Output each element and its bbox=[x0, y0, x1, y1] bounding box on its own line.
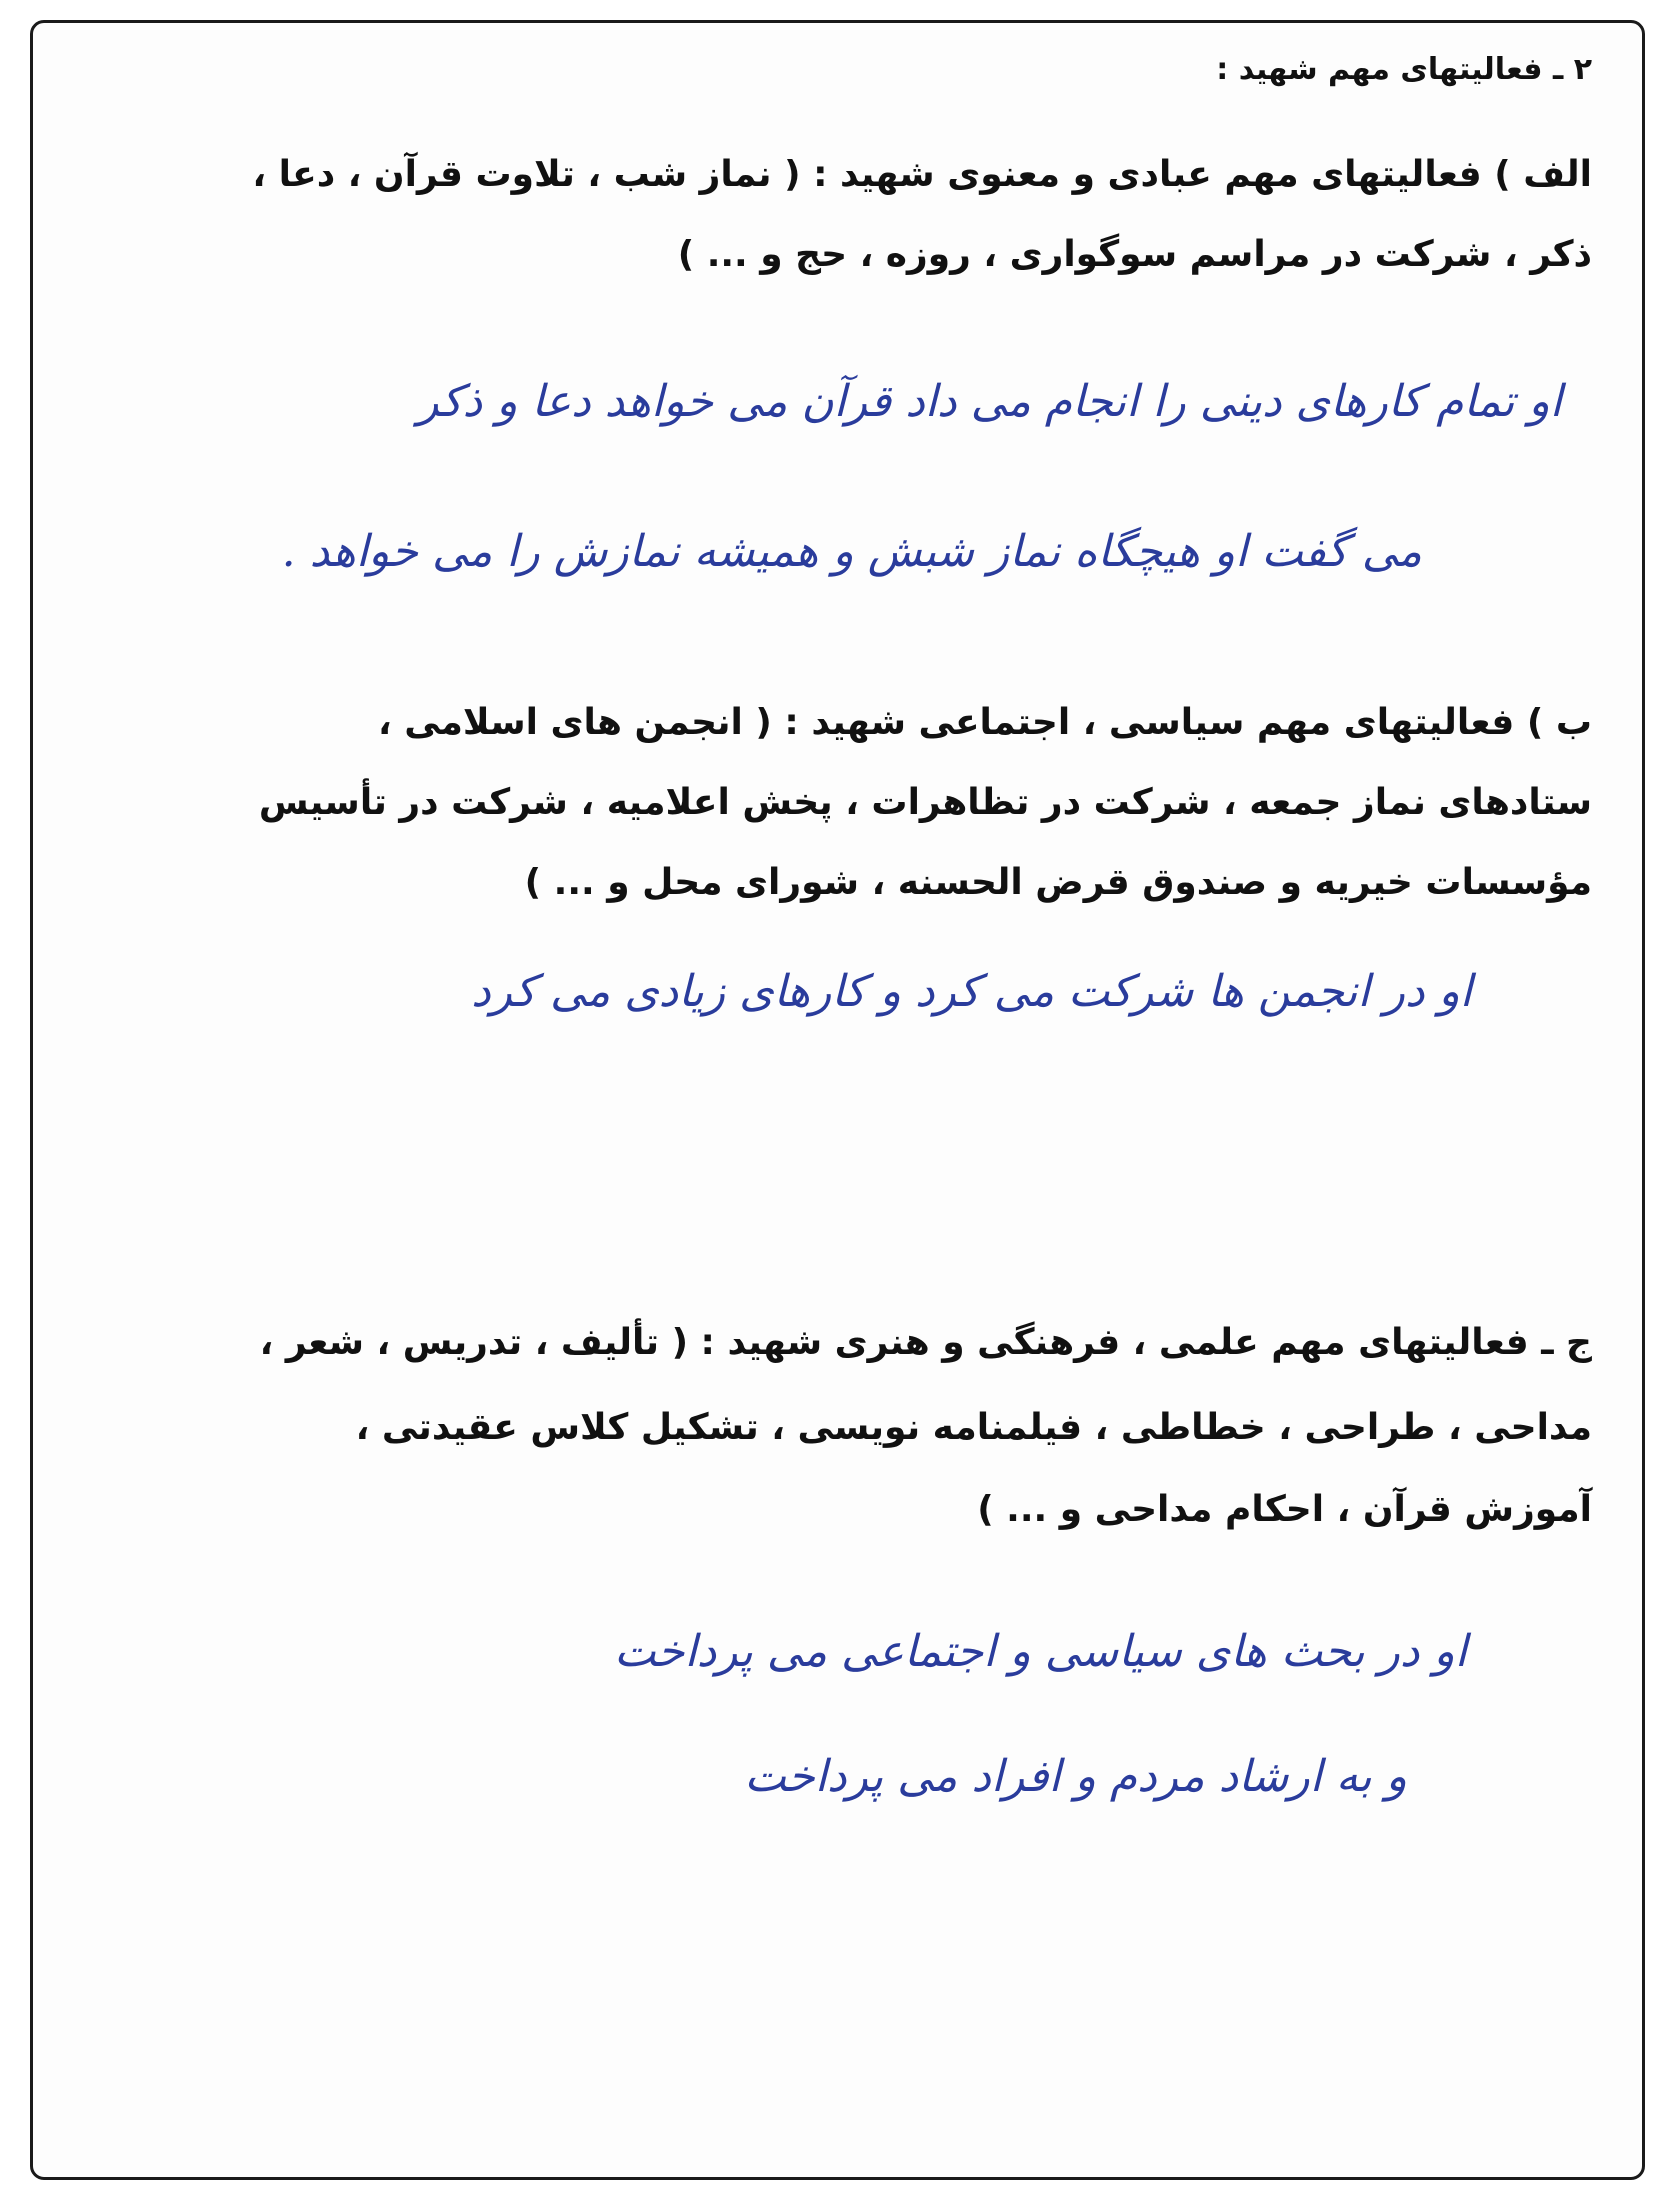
section-heading: ۲ ـ فعالیتهای مهم شهید : bbox=[1216, 52, 1592, 87]
section-a-handwritten-2: می گفت او هیچگاه نماز شبش و همیشه نمازش را می خواهد . bbox=[281, 526, 1422, 577]
section-c-handwritten-2: و به ارشاد مردم و افراد می پرداخت bbox=[744, 1751, 1407, 1802]
section-b-handwritten-1: او در انجمن ها شرکت می کرد و کارهای زیادی می کرد bbox=[471, 966, 1472, 1017]
section-a-line-2: ذکر ، شرکت در مراسم سوگواری ، روزه ، حج و ... ) bbox=[677, 234, 1592, 275]
section-c-line-3: آموزش قرآن ، احکام مداحی و ... ) bbox=[977, 1489, 1592, 1530]
document-page bbox=[30, 20, 1645, 2180]
section-c-handwritten-1: او در بحث های سیاسی و اجتماعی می پرداخت bbox=[614, 1626, 1467, 1677]
section-c-line-2: مداحی ، طراحی ، خطاطی ، فیلمنامه نویسی ، تشکیل کلاس عقیدتی ، bbox=[355, 1407, 1592, 1448]
section-a-line-1: الف ) فعالیتهای مهم عبادی و معنوی شهید : ( نماز شب ، تلاوت قرآن ، دعا ، bbox=[252, 154, 1592, 195]
section-c-line-1: ج ـ فعالیتهای مهم علمی ، فرهنگی و هنری شهید : ( تألیف ، تدریس ، شعر ، bbox=[259, 1322, 1592, 1363]
section-b-line-3: مؤسسات خیریه و صندوق قرض الحسنه ، شورای محل و ... ) bbox=[524, 862, 1592, 903]
section-b-line-2: ستادهای نماز جمعه ، شرکت در تظاهرات ، پخش اعلامیه ، شرکت در تأسیس bbox=[258, 782, 1592, 823]
section-a-handwritten-1: او تمام کارهای دینی را انجام می داد قرآن می خواهد دعا و ذکر bbox=[417, 376, 1562, 427]
section-b-line-1: ب ) فعالیتهای مهم سیاسی ، اجتماعی شهید : ( انجمن های اسلامی ، bbox=[378, 702, 1592, 743]
